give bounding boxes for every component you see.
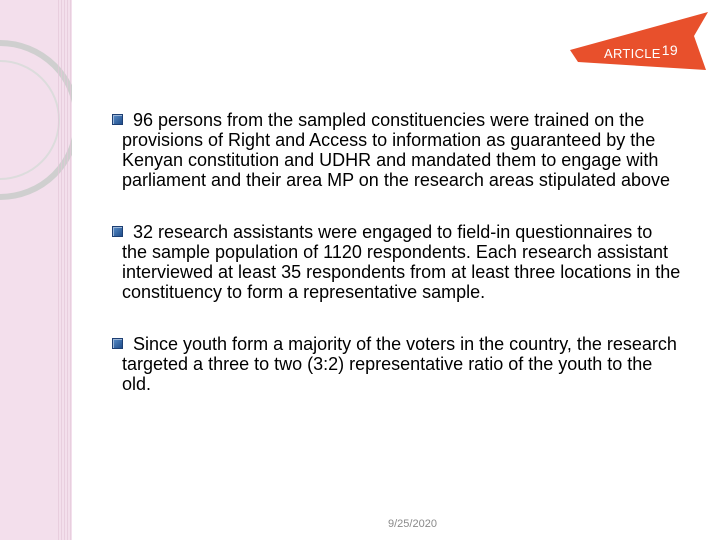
bullet-text: 32 research assistants were engaged to field-in questionnaires to the sample population of 1120 respondents. Each research assistant interviewed at least 35 respondents from at least three locations in the constituency to form a representative sample. <box>122 222 681 302</box>
list-item <box>122 334 682 394</box>
bullet-text: Since youth form a majority of the voters in the country, the research targeted a three to two (3:2) representative ratio of the youth to the old. <box>122 334 677 394</box>
bullet-text: 96 persons from the sampled constituencies were trained on the provisions of Right and Access to information as guaranteed by the Kenyan constitution and UDHR and mandated them to engage with parliament and their area MP on the research areas stipulated above <box>122 110 670 190</box>
footer-date: 9/25/2020 <box>388 518 437 530</box>
decorative-stripes <box>58 0 72 540</box>
logo-number: 19 <box>661 42 678 58</box>
list-item <box>122 110 682 190</box>
bullet-icon <box>112 226 123 237</box>
logo-text <box>604 42 678 61</box>
bullet-list <box>122 110 682 394</box>
bullet-icon <box>112 114 123 125</box>
bullet-icon <box>112 338 123 349</box>
logo-word: ARTICLE <box>604 46 661 61</box>
article19-logo <box>570 12 710 76</box>
decorative-sidebar <box>0 0 72 540</box>
list-item <box>122 222 682 302</box>
